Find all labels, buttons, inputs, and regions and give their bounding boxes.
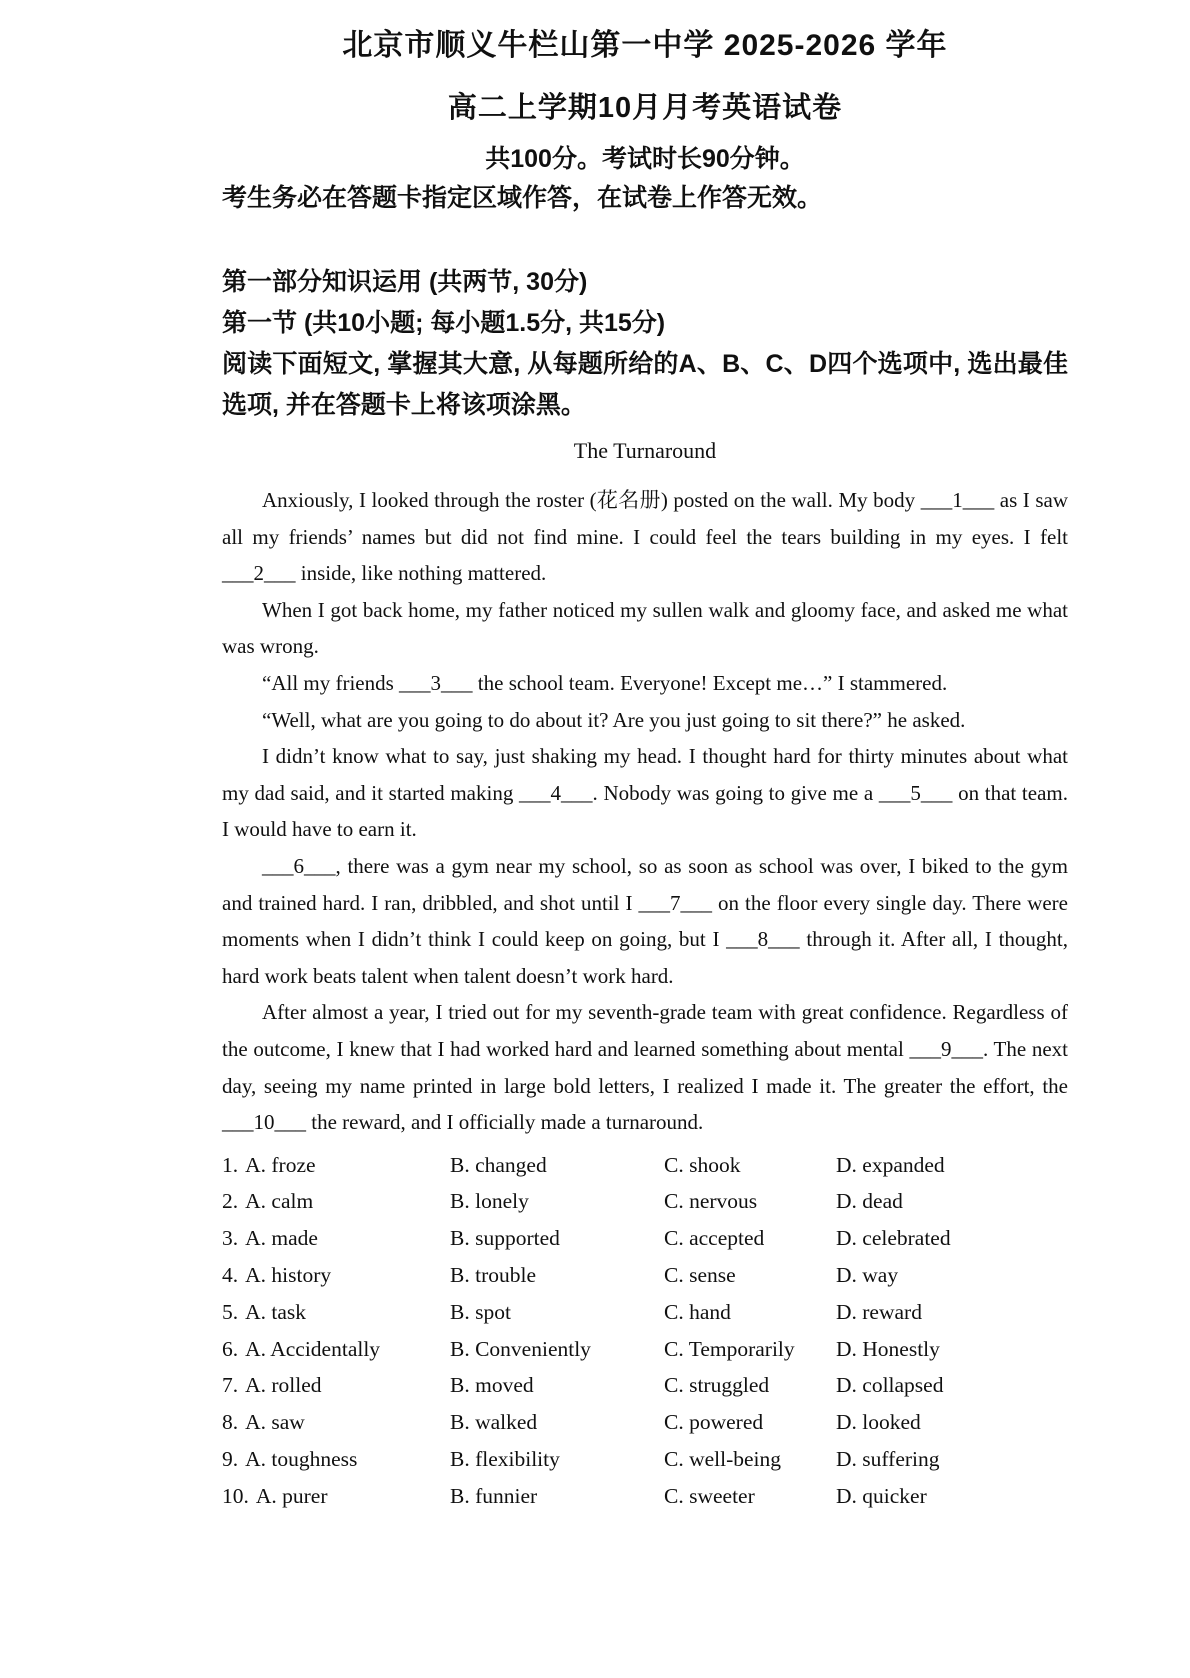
question-number: 7. <box>222 1373 239 1398</box>
option-c: C. struggled <box>664 1373 770 1398</box>
question-number: 2. <box>222 1189 239 1214</box>
option-c: C. well-being <box>664 1447 782 1472</box>
option-d: D. way <box>836 1263 899 1288</box>
passage-title: The Turnaround <box>573 438 717 463</box>
option-a: A. rolled <box>245 1373 322 1398</box>
question-number: 6. <box>222 1336 239 1361</box>
option-a: A. calm <box>245 1189 314 1214</box>
question-row <box>222 1404 1068 1441</box>
part-one-section <box>222 262 1068 426</box>
question-row <box>222 1367 1068 1404</box>
option-a: A. toughness <box>245 1447 358 1472</box>
option-a-cell <box>222 1441 450 1478</box>
option-b: B. walked <box>450 1410 538 1435</box>
school-year-title: 北京市顺义牛栏山第一中学 2025-2026 学年 <box>342 29 948 62</box>
option-b: B. trouble <box>450 1263 536 1288</box>
option-b: B. spot <box>450 1299 511 1324</box>
option-a-cell <box>222 1404 450 1441</box>
passage-paragraph: When I got back home, my father noticed my sullen walk and gloomy face, and asked me what was wrong. <box>222 597 1068 659</box>
option-d: D. dead <box>836 1189 903 1214</box>
option-a-cell <box>222 1294 450 1331</box>
option-a-cell <box>222 1220 450 1257</box>
option-d: D. reward <box>836 1299 922 1324</box>
section-instructions: 阅读下面短文, 掌握其大意, 从每题所给的A、B、C、D四个选项中, 选出最佳选项, 并在答题卡上将该项涂黑。 <box>222 350 1068 419</box>
cloze-passage <box>222 436 1068 1141</box>
option-d: D. quicker <box>836 1483 927 1508</box>
option-d: D. celebrated <box>836 1226 951 1251</box>
question-number: 8. <box>222 1410 239 1435</box>
option-c: C. Temporarily <box>664 1336 795 1361</box>
question-row <box>222 1147 1068 1184</box>
exam-title: 高二上学期10月月考英语试卷 <box>447 92 843 124</box>
option-b: B. flexibility <box>450 1447 560 1472</box>
option-c: C. sweeter <box>664 1483 755 1508</box>
question-number: 1. <box>222 1152 239 1177</box>
question-row <box>222 1220 1068 1257</box>
question-options-list <box>222 1147 1068 1515</box>
question-row <box>222 1441 1068 1478</box>
passage-paragraph: “All my friends ___3___ the school team. Everyone! Except me…” I stammered. <box>262 670 948 695</box>
option-a-cell <box>222 1367 450 1404</box>
option-d: D. expanded <box>836 1152 945 1177</box>
passage-paragraph: “Well, what are you going to do about it? Are you just going to sit there?” he asked. <box>262 707 966 732</box>
question-row <box>222 1257 1068 1294</box>
question-row <box>222 1183 1068 1220</box>
option-b: B. changed <box>450 1152 547 1177</box>
option-a-cell <box>222 1478 450 1515</box>
option-a-cell <box>222 1257 450 1294</box>
passage-paragraph: Anxiously, I looked through the roster (花名册) posted on the wall. My body ___1___ as I saw all my friends’ names but did not find mine. I could feel the tears building in my eyes. I felt ___2___ inside, like nothing mattered. <box>222 488 1068 586</box>
option-a-cell <box>222 1331 450 1368</box>
question-row <box>222 1478 1068 1515</box>
option-b: B. funnier <box>450 1483 538 1508</box>
option-a: A. froze <box>245 1152 316 1177</box>
option-b: B. Conveniently <box>450 1336 591 1361</box>
question-number: 10. <box>222 1483 249 1508</box>
passage-paragraph: After almost a year, I tried out for my seventh-grade team with great confidence. Regardless of the outcome, I knew that I had worked hard and learned something about mental ___9___. The next day, seeing my name printed in large bold letters, I realized I made it. The greater the effort, the ___10___ the reward, and I officially made a turnaround. <box>222 1000 1068 1135</box>
option-c: C. sense <box>664 1263 736 1288</box>
option-b: B. supported <box>450 1226 560 1251</box>
option-a: A. saw <box>245 1410 305 1435</box>
score-duration-line: 共100分。考试时长90分钟。 <box>485 145 805 173</box>
question-number: 4. <box>222 1263 239 1288</box>
option-d: D. looked <box>836 1410 921 1435</box>
passage-paragraph: I didn’t know what to say, just shaking my head. I thought hard for thirty minutes about what my dad said, and it started making ___4___. Nobody was going to give me a ___5___ on that team. I would have to earn it. <box>222 744 1068 842</box>
question-number: 9. <box>222 1447 239 1472</box>
option-a: A. made <box>245 1226 318 1251</box>
question-row <box>222 1294 1068 1331</box>
option-b: B. moved <box>450 1373 534 1398</box>
section-heading: 第一节 (共10小题; 每小题1.5分, 共15分) <box>222 309 666 337</box>
option-a: A. task <box>245 1299 307 1324</box>
option-a: A. Accidentally <box>245 1336 381 1361</box>
question-row <box>222 1331 1068 1368</box>
option-c: C. shook <box>664 1152 741 1177</box>
option-d: D. suffering <box>836 1447 940 1472</box>
option-b: B. lonely <box>450 1189 529 1214</box>
question-number: 3. <box>222 1226 239 1251</box>
option-c: C. accepted <box>664 1226 765 1251</box>
option-c: C. hand <box>664 1299 731 1324</box>
option-d: D. collapsed <box>836 1373 944 1398</box>
option-c: C. powered <box>664 1410 764 1435</box>
question-number: 5. <box>222 1299 239 1324</box>
option-d: D. Honestly <box>836 1336 940 1361</box>
part-heading: 第一部分知识运用 (共两节, 30分) <box>222 268 588 296</box>
option-a: A. history <box>245 1263 332 1288</box>
answer-sheet-notice: 考生务必在答题卡指定区域作答，在试卷上作答无效。 <box>222 184 823 212</box>
exam-header <box>222 26 1068 216</box>
passage-paragraph: ___6___, there was a gym near my school, so as soon as school was over, I biked to the gym and trained hard. I ran, dribbled, and shot until I ___7___ on the floor every single day. There were moments when I didn’t think I could keep on going, but I ___8___ through it. After all, I thought, hard work beats talent when talent doesn’t work hard. <box>222 853 1068 988</box>
option-c: C. nervous <box>664 1189 758 1214</box>
option-a: A. purer <box>255 1483 328 1508</box>
option-a-cell <box>222 1183 450 1220</box>
option-a-cell <box>222 1147 450 1184</box>
